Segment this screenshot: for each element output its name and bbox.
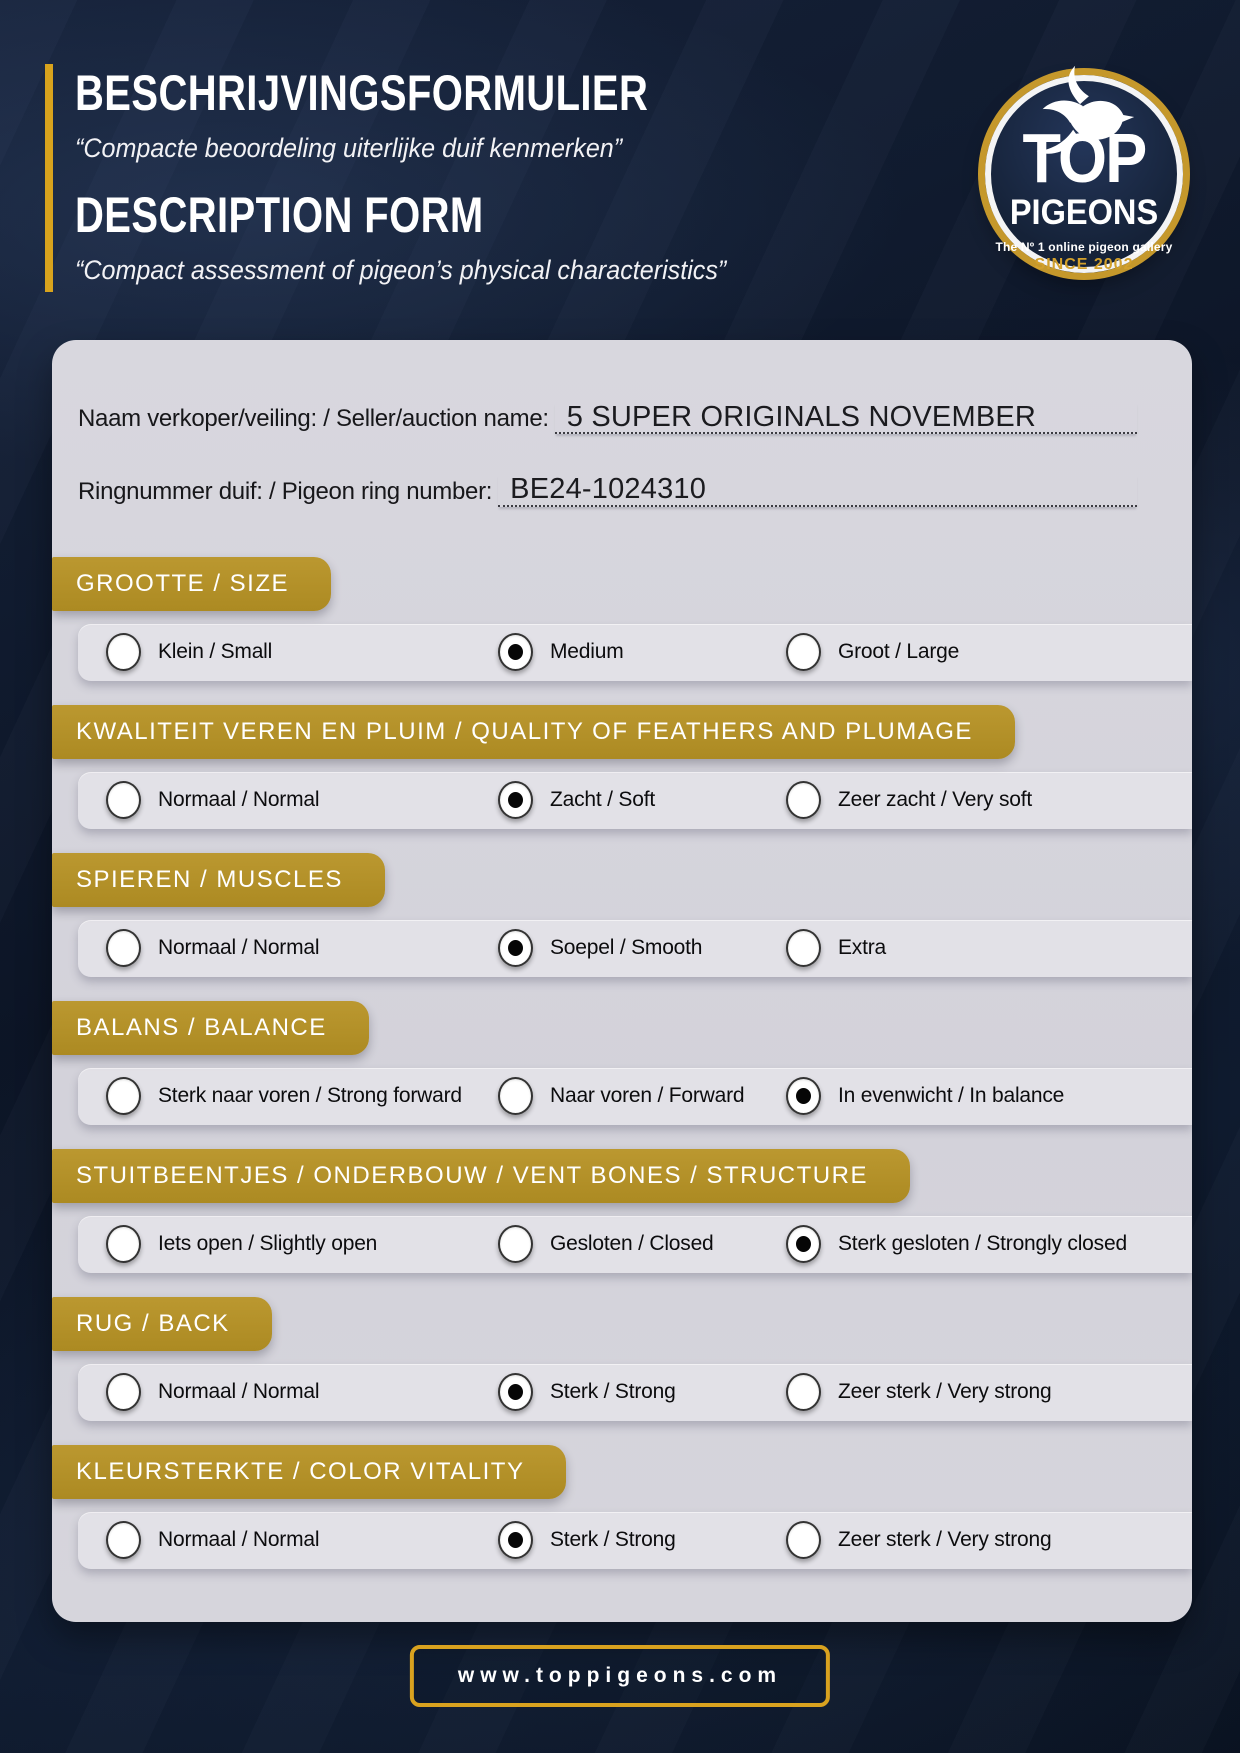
ring-number-field-input[interactable] xyxy=(498,474,1137,506)
radio-dot xyxy=(508,644,523,660)
radio-dot xyxy=(508,792,523,808)
option-label: Extra xyxy=(838,936,887,960)
subtitle-english: “Compact assessment of pigeon’s physical characteristics” xyxy=(75,255,727,285)
subtitle-dutch: “Compacte beoordeling uiterlijke duif kenmerken” xyxy=(75,133,623,163)
sections xyxy=(52,557,1192,1569)
option-label: Gesloten / Closed xyxy=(550,1232,714,1256)
radio-button[interactable] xyxy=(106,633,141,671)
radio-option xyxy=(498,1373,786,1411)
option-label: Sterk / Strong xyxy=(550,1528,676,1552)
seller-field-input[interactable] xyxy=(555,402,1137,434)
option-label: Sterk gesloten / Strongly closed xyxy=(838,1232,1127,1256)
seller-field-row xyxy=(78,340,1137,434)
radio-button-selected[interactable] xyxy=(498,1521,533,1559)
option-label: Naar voren / Forward xyxy=(550,1084,745,1108)
radio-button[interactable] xyxy=(498,1077,533,1115)
ring-number-field-row xyxy=(78,474,1137,506)
radio-button-selected[interactable] xyxy=(786,1077,821,1115)
option-label: Normaal / Normal xyxy=(158,788,320,812)
option-label: Zeer zacht / Very soft xyxy=(838,788,1033,812)
radio-option xyxy=(106,1077,498,1115)
option-label: Normaal / Normal xyxy=(158,936,320,960)
option-label: Medium xyxy=(550,640,624,664)
radio-button-selected[interactable] xyxy=(498,929,533,967)
top-pigeons-logo xyxy=(985,75,1183,273)
radio-button[interactable] xyxy=(106,929,141,967)
section-title-badge: BALANS / BALANCE xyxy=(52,1001,369,1055)
radio-button-selected[interactable] xyxy=(786,1225,821,1263)
section-title-badge: RUG / BACK xyxy=(52,1297,272,1351)
radio-button[interactable] xyxy=(786,781,821,819)
options-row xyxy=(78,624,1192,681)
options-row xyxy=(78,1216,1192,1273)
radio-button[interactable] xyxy=(106,1225,141,1263)
radio-option xyxy=(786,633,1192,671)
form-section xyxy=(52,1149,1192,1273)
radio-button-selected[interactable] xyxy=(498,1373,533,1411)
option-label: Zacht / Soft xyxy=(550,788,655,812)
radio-option xyxy=(786,929,1192,967)
form-section xyxy=(52,557,1192,681)
radio-option xyxy=(106,1225,498,1263)
options-row xyxy=(78,1068,1192,1125)
radio-option xyxy=(786,781,1192,819)
radio-option xyxy=(498,929,786,967)
radio-button[interactable] xyxy=(498,1225,533,1263)
option-label: Normaal / Normal xyxy=(158,1380,320,1404)
radio-option xyxy=(106,633,498,671)
radio-option xyxy=(106,929,498,967)
section-title-badge: GROOTTE / SIZE xyxy=(52,557,331,611)
website-button[interactable]: www.toppigeons.com xyxy=(410,1645,830,1707)
option-label: Iets open / Slightly open xyxy=(158,1232,378,1256)
title-english: DESCRIPTION FORM xyxy=(75,187,484,243)
radio-button[interactable] xyxy=(786,1521,821,1559)
logo-word-top: TOP xyxy=(1022,119,1146,197)
form-section xyxy=(52,705,1192,829)
radio-option xyxy=(498,633,786,671)
page-header xyxy=(45,64,792,292)
radio-dot xyxy=(508,940,523,956)
radio-button-selected[interactable] xyxy=(498,781,533,819)
logo-tagline: The Nº 1 online pigeon gallery xyxy=(995,239,1173,254)
option-label: Zeer sterk / Very strong xyxy=(838,1528,1052,1552)
radio-button[interactable] xyxy=(786,1373,821,1411)
option-label: Klein / Small xyxy=(158,640,273,664)
radio-button[interactable] xyxy=(786,929,821,967)
radio-button-selected[interactable] xyxy=(498,633,533,671)
radio-button[interactable] xyxy=(106,781,141,819)
radio-button[interactable] xyxy=(786,633,821,671)
radio-dot xyxy=(796,1236,811,1252)
form-section xyxy=(52,1445,1192,1569)
seller-field-value: 5 SUPER ORIGINALS NOVEMBER xyxy=(566,401,1037,433)
options-row xyxy=(78,1512,1192,1569)
form-section xyxy=(52,1297,1192,1421)
radio-option xyxy=(498,1225,786,1263)
radio-option xyxy=(498,781,786,819)
option-label: In evenwicht / In balance xyxy=(838,1084,1065,1108)
section-title-badge: SPIEREN / MUSCLES xyxy=(52,853,385,907)
options-row xyxy=(78,772,1192,829)
radio-option xyxy=(498,1521,786,1559)
form-section xyxy=(52,1001,1192,1125)
option-label: Groot / Large xyxy=(838,640,960,664)
radio-option xyxy=(786,1373,1192,1411)
seller-field-label: Naam verkoper/veiling: / Seller/auction name: xyxy=(78,405,549,433)
form-card xyxy=(52,340,1192,1622)
radio-button[interactable] xyxy=(106,1521,141,1559)
option-label: Normaal / Normal xyxy=(158,1528,320,1552)
radio-option xyxy=(106,781,498,819)
radio-option xyxy=(786,1521,1192,1559)
radio-button[interactable] xyxy=(106,1373,141,1411)
ring-number-field-label: Ringnummer duif: / Pigeon ring number: xyxy=(78,477,493,505)
ring-number-field-value: BE24-1024310 xyxy=(510,473,707,506)
radio-option xyxy=(106,1521,498,1559)
section-title-badge: STUITBEENTJES / ONDERBOUW / VENT BONES / STRUCTURE xyxy=(52,1149,910,1203)
option-label: Sterk naar voren / Strong forward xyxy=(158,1084,462,1108)
section-title-badge: KLEURSTERKTE / COLOR VITALITY xyxy=(52,1445,566,1499)
radio-option xyxy=(106,1373,498,1411)
options-row xyxy=(78,920,1192,977)
radio-option xyxy=(786,1225,1192,1263)
radio-option xyxy=(498,1077,786,1115)
radio-dot xyxy=(508,1532,523,1548)
option-label: Soepel / Smooth xyxy=(550,936,703,960)
options-row xyxy=(78,1364,1192,1421)
radio-button[interactable] xyxy=(106,1077,141,1115)
radio-dot xyxy=(796,1088,811,1104)
section-title-badge: KWALITEIT VEREN EN PLUIM / QUALITY OF FEATHERS AND PLUMAGE xyxy=(52,705,1015,759)
logo-word-pigeons: PIGEONS xyxy=(1009,192,1159,232)
logo-since: SINCE 2002 xyxy=(1034,255,1134,273)
radio-option xyxy=(786,1077,1192,1115)
option-label: Sterk / Strong xyxy=(550,1380,676,1404)
title-dutch: BESCHRIJVINGSFORMULIER xyxy=(75,65,649,121)
option-label: Zeer sterk / Very strong xyxy=(838,1380,1052,1404)
form-section xyxy=(52,853,1192,977)
radio-dot xyxy=(508,1384,523,1400)
